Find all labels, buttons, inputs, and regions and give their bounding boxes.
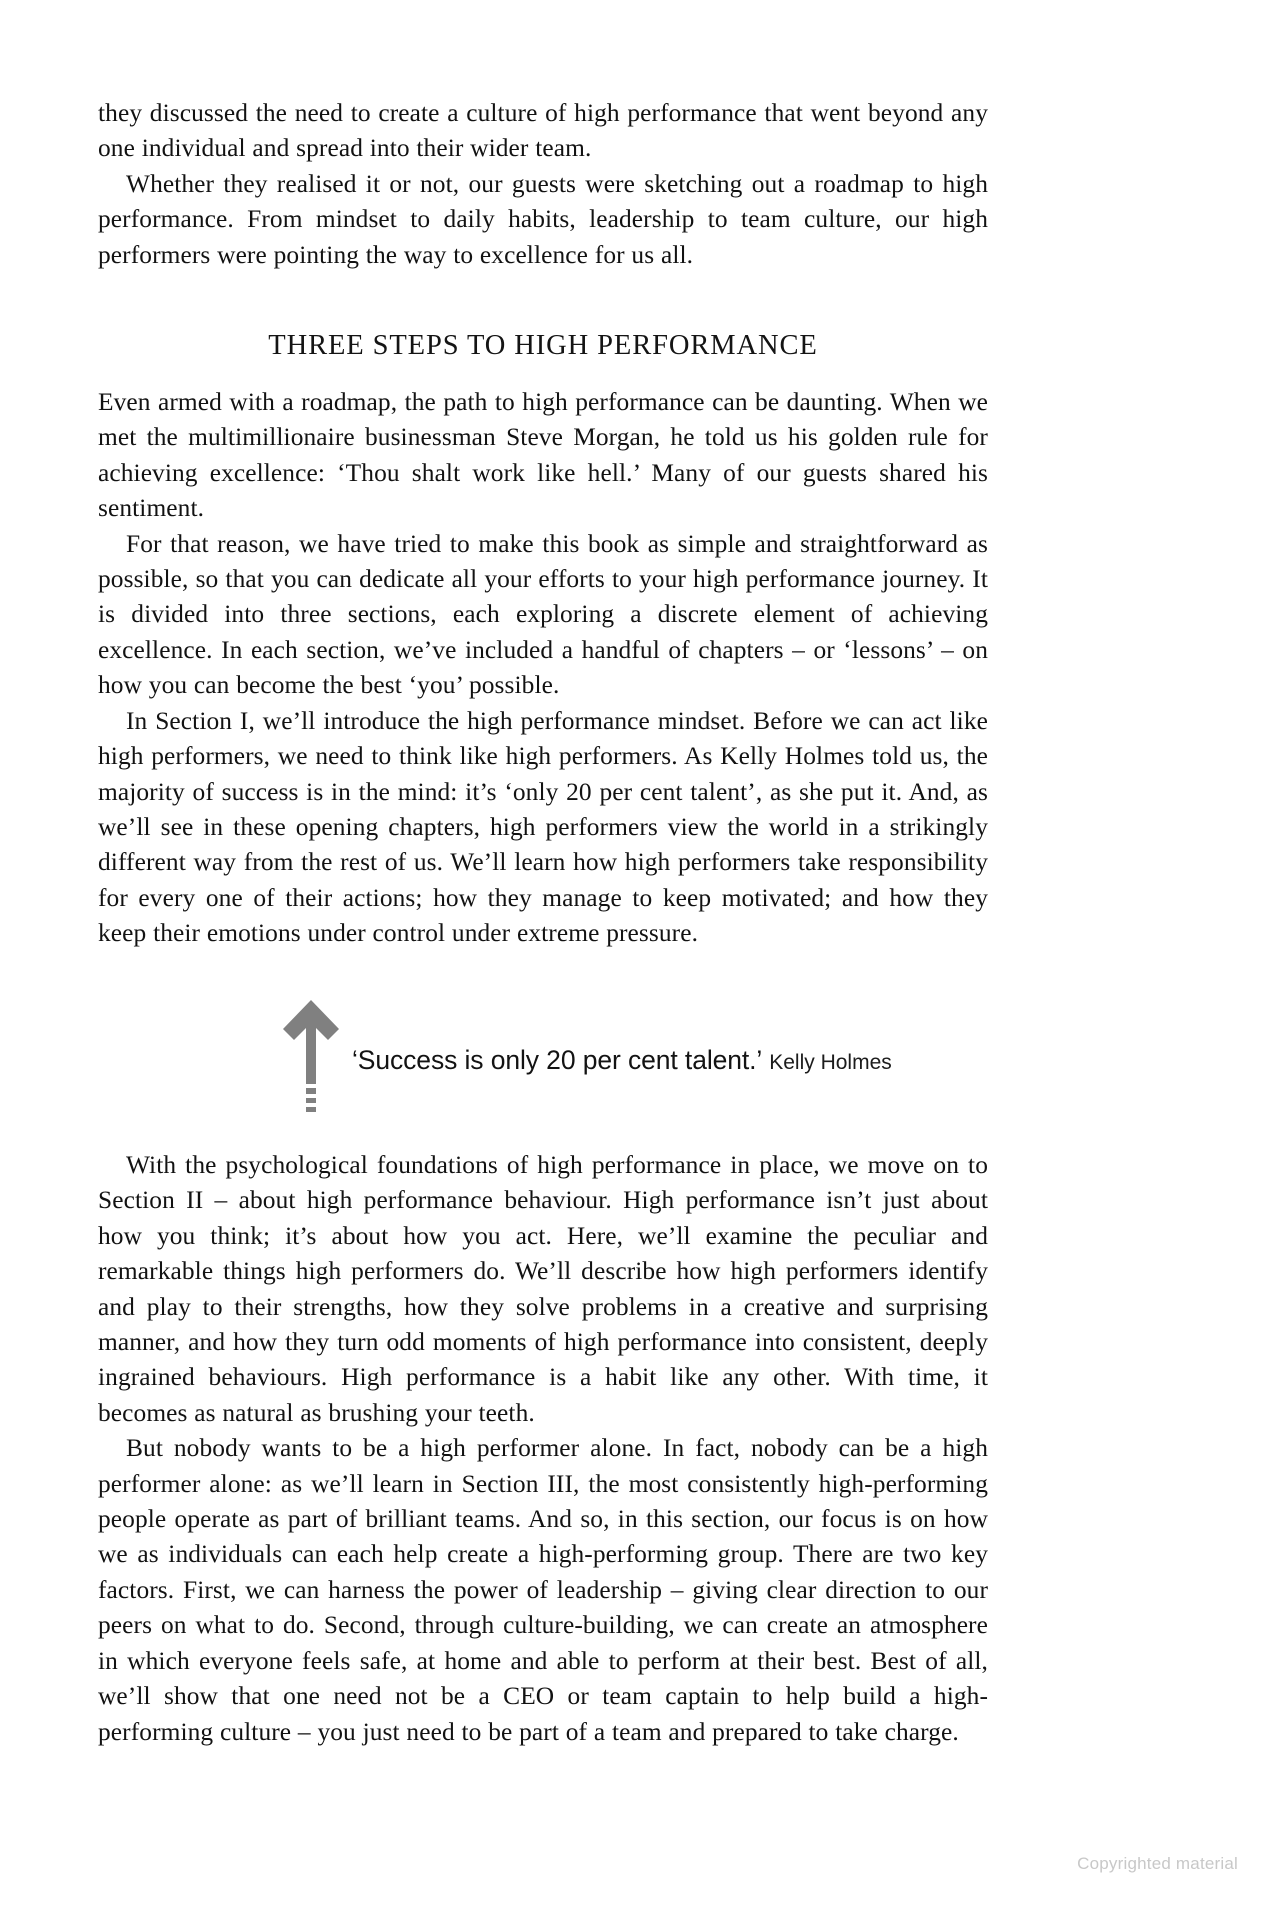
paragraph-section-two: With the psychological foundations of high performance in place, we move on to Section II – about high performance behaviour. High performance isn’t just about how you think; it’s about how you act. Here, we’ll examine the peculiar and remarkable things high performers do. We’ll describe how high performers identify and play to their strengths, how they solve problems in a creative and surprising manner, and how they turn odd moments of high performance into consistent, deeply ingrained behaviours. High performance is a habit like any other. With time, it becomes as natural as brushing your teeth.: [98, 1151, 988, 1427]
pullquote-block: [98, 998, 988, 1128]
paragraph-book-structure: For that reason, we have tried to make this book as simple and straightforward as possible, so that you can dedicate all your efforts to your high performance journey. It is divided into three sections, each exploring a discrete element of achieving excellence. In each section, we’ve included a handful of chapters – or ‘lessons’ – on how you can become the best ‘you’ possible.: [98, 529, 988, 700]
page-content-lower: [98, 1148, 988, 1750]
paragraph-section-one: In Section I, we’ll introduce the high performance mindset. Before we can act like high performers, we need to think like high performers. As Kelly Holmes told us, the majority of success is in the mind: it’s ‘only 20 per cent talent’, as she put it. And, as we’ll see in these opening chapters, high performers view the world in a strikingly different way from the rest of us. We’ll learn how high performers take responsibility for every one of their actions; how they manage to keep motivated; and how they keep their emotions under control under extreme pressure.: [98, 706, 988, 948]
spacer-before-heading: [98, 273, 988, 329]
page-title: THREE STEPS TO HIGH PERFORMANCE: [268, 330, 818, 362]
paragraph-steve-morgan: Even armed with a roadmap, the path to high performance can be daunting. When we met the multimillionaire businessman Steve Morgan, he told us his golden rule for achieving excellence: ‘Thou shalt work like hell.’ Many of our guests shared his sentiment.: [98, 388, 988, 523]
copyright-notice: Copyrighted material: [1077, 1854, 1238, 1873]
paragraph-roadmap: Whether they realised it or not, our guests were sketching out a roadmap to high performance. From mindset to daily habits, leadership to team culture, our high performers were pointing the way to excellence for us all.: [98, 169, 988, 269]
spacer-after-heading: [98, 363, 988, 385]
paragraph-section-three: But nobody wants to be a high performer alone. In fact, nobody can be a high performer alone: as we’ll learn in Section III, the most consistently high-performing people operate as part of brilliant teams. And so, in this section, our focus is on how we as individuals can each help create a high-performing group. There are two key factors. First, we can harness the power of leadership – giving clear direction to our peers on what to do. Second, through culture-building, we can create an atmosphere in which everyone feels safe, at home and able to perform at their best. Best of all, we’ll show that one need not be a CEO or team captain to help build a high-performing culture – you just need to be part of a team and prepared to take charge.: [98, 1434, 988, 1746]
page-content-upper: [98, 96, 988, 952]
paragraph-continuation: they discussed the need to create a culture of high performance that went beyond any one individual and spread into their wider team.: [98, 99, 988, 163]
pullquote-text: [352, 1045, 892, 1076]
pullquote-quote-text: ‘Success is only 20 per cent talent.’: [352, 1045, 763, 1075]
pullquote-attribution: Kelly Holmes: [769, 1051, 892, 1074]
up-arrow-icon: [280, 998, 342, 1116]
